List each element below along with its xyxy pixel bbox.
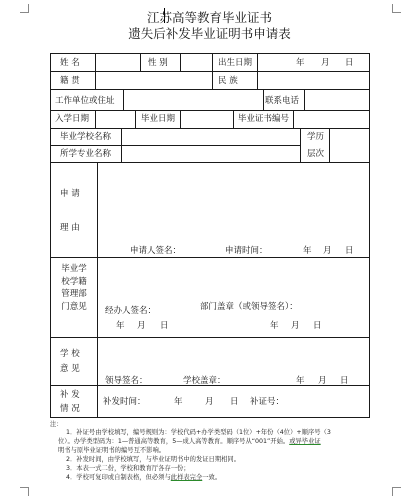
note-1-line-a: 1．补证号由学校填写，编号规则为：学校代码+办学类型码（1位）+年份（4位）+顺序号（3 (66, 429, 331, 436)
notes-heading: 注： (50, 421, 63, 428)
leader-signature-label: 领导签名： (105, 376, 148, 386)
note-3: 3．本表一式二份，学校和教育厅各存一份； (66, 465, 190, 472)
application-time-label: 申请时间： (225, 246, 268, 256)
note-2: 2．补发时间，由学校填写，与毕业证明书中的发证日期相同。 (66, 456, 241, 463)
ethnicity-label: 民 族 (218, 76, 238, 86)
note-4 (66, 473, 221, 482)
corner-mark-bottom-right (392, 487, 401, 496)
reissue-day-unit: 日 (230, 397, 239, 407)
handler-signature-label: 经办人签名： (105, 306, 157, 316)
school-seal-label: 学校盖章： (183, 376, 226, 386)
birth-year-unit: 年 (296, 58, 305, 68)
school-day-unit: 日 (340, 376, 349, 386)
registry-label-line-1: 毕业学 (61, 264, 87, 274)
reissue-time-label: 补发时间： (103, 397, 146, 407)
work-address-label: 工作单位或住址 (55, 96, 115, 106)
reissue-label-b: 情 况 (60, 404, 80, 414)
registry-month-unit: 月 (137, 321, 146, 331)
certificate-number-label: 毕业证书编号 (238, 114, 290, 124)
corner-mark-bottom-left (20, 487, 29, 496)
reason-label-b: 理 由 (60, 223, 80, 233)
department-seal-label: 部门盖章（或领导签名）： (200, 302, 298, 312)
note-1-line-b-text: 位）。办学类型码为：1—普通高等教育，5—成人高等教育。顺序号从“001”开始。 (58, 438, 290, 445)
note-1-line-b (58, 437, 321, 446)
title-line-2: 遗失后补发毕业证明书申请表 (128, 26, 291, 41)
registry-label-line-3: 管理部 (61, 289, 87, 300)
dept-day-unit: 日 (313, 321, 322, 331)
application-month-unit: 月 (323, 246, 332, 256)
school-opinion-label-a: 学 校 (60, 349, 80, 359)
reason-label-a: 申 请 (60, 189, 80, 199)
registry-opinion-label (55, 263, 93, 313)
note-4-underlined: 此样表完全 (170, 474, 203, 481)
registry-day-unit: 日 (160, 321, 169, 331)
reissue-cert-number-label: 补证号： (250, 397, 285, 407)
degree-level-label-b: 层次 (307, 149, 325, 159)
enroll-date-label: 入学日期 (55, 114, 90, 124)
note-1-line-c: 明书与原毕业证明书的编号互不影响。 (58, 447, 166, 454)
degree-level-label-a: 学历 (307, 132, 325, 142)
application-day-unit: 日 (345, 246, 354, 256)
dept-year-unit: 年 (270, 321, 279, 331)
reissue-label-a: 补 发 (60, 390, 80, 400)
school-year-unit: 年 (296, 376, 305, 386)
note-1-line-b-underlined: 或异毕业证 (289, 438, 321, 445)
registry-year-unit: 年 (116, 321, 125, 331)
school-month-unit: 月 (318, 376, 327, 386)
title-line-1: 江苏高等教育毕业证书 (146, 10, 272, 25)
school-opinion-label-b: 意 见 (60, 364, 80, 374)
dept-month-unit: 月 (291, 321, 300, 331)
gender-label: 性 别 (148, 58, 168, 68)
note-4-text-a: 4．学校可复印或自制表格，但必须与 (66, 474, 171, 481)
birth-day-unit: 日 (345, 58, 354, 68)
native-place-label: 籍 贯 (60, 76, 80, 86)
reissue-month-unit: 月 (205, 397, 214, 407)
school-name-label: 毕业学校名称 (60, 132, 112, 142)
registry-label-line-4: 门意见 (61, 301, 87, 312)
birth-date-label: 出生日期 (218, 58, 253, 68)
applicant-signature-label: 申请人签名： (130, 246, 182, 256)
name-label: 姓 名 (60, 58, 80, 68)
note-4-text-b: 一致。 (202, 474, 222, 481)
application-year-unit: 年 (303, 246, 312, 256)
major-name-label: 所学专业名称 (60, 149, 112, 159)
registry-label-line-2: 校学籍 (61, 276, 87, 287)
birth-month-unit: 月 (321, 58, 330, 68)
graduate-date-label: 毕业日期 (141, 114, 176, 124)
phone-label: 联系电话 (265, 96, 300, 106)
reissue-year-unit: 年 (174, 397, 183, 407)
